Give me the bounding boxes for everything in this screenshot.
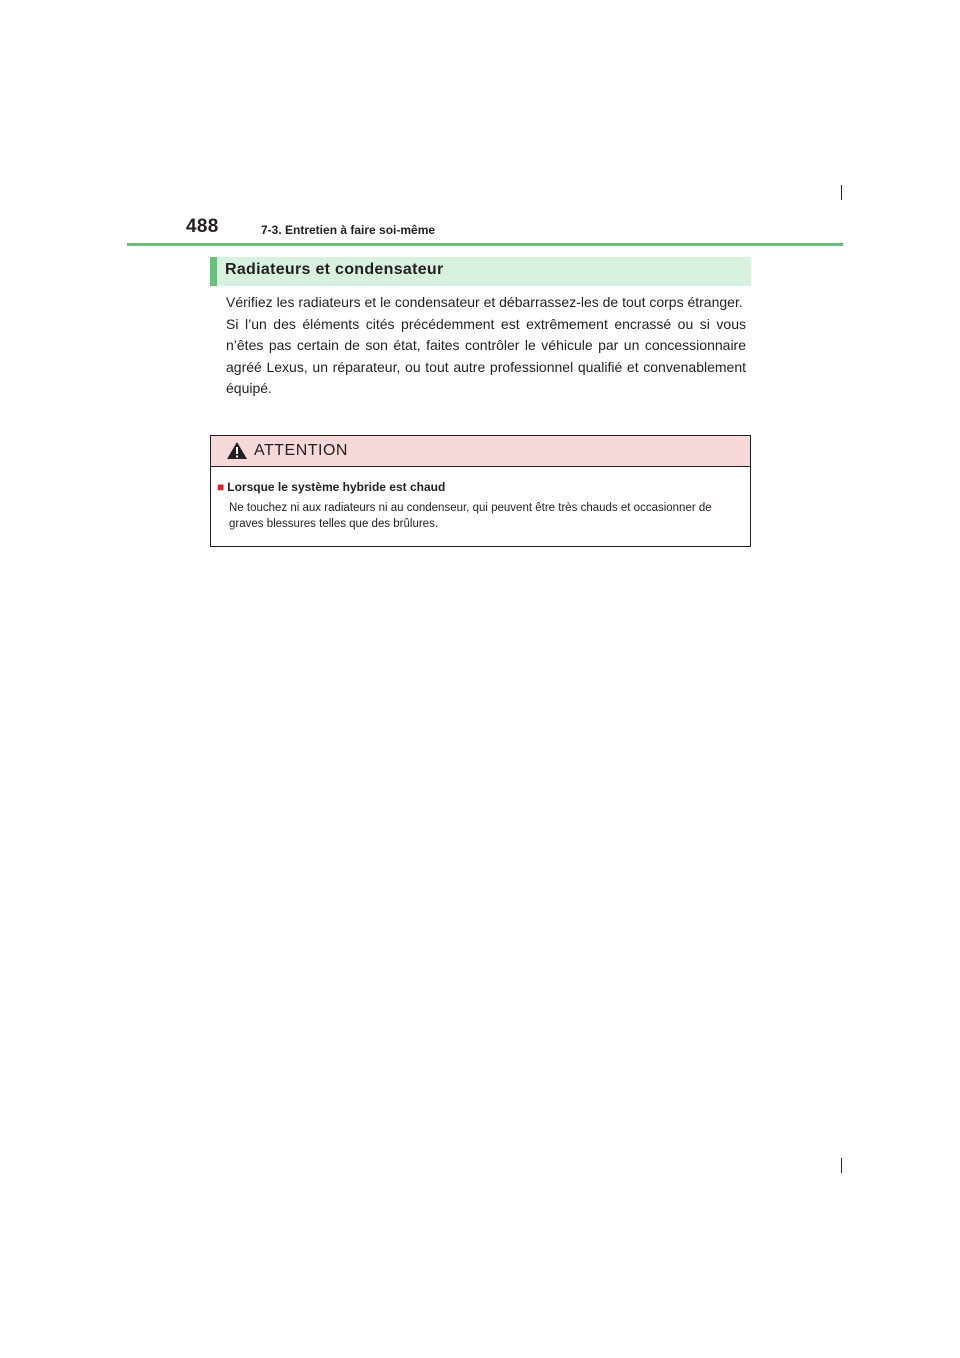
warning-heading-marker: ■ — [217, 480, 225, 494]
section-title-bar — [210, 257, 751, 286]
warning-triangle-icon — [226, 441, 248, 465]
crop-mark-bottom-right — [841, 1158, 842, 1173]
warning-text: Ne touchez ni aux radiateurs ni au condenseur, qui peuvent être très chauds et occasionner de graves blessures telles que des brûlures. — [229, 502, 712, 530]
section-reference: 7-3. Entretien à faire soi-même — [261, 223, 436, 237]
header-divider — [127, 243, 843, 246]
warning-heading-text: Lorsque le système hybride est chaud — [227, 480, 446, 494]
section-body — [226, 292, 746, 400]
warning-header — [211, 436, 750, 467]
warning-heading — [217, 480, 445, 494]
page-number: 488 — [186, 216, 219, 237]
body-paragraph: Si l’un des éléments cités précédemment est extrêmement encrassé ou si vous n’êtes pas certain de son état, faites contrôler le véhicule par un concessionnaire agréé Lexus, un réparateur, ou tout autre professionnel qualifié et convenablement équipé. — [226, 315, 746, 397]
crop-mark-top-right — [841, 185, 842, 200]
warning-label: ATTENTION — [254, 442, 348, 459]
body-paragraph: Vérifiez les radiateurs et le condensateur et débarrassez-les de tout corps étranger. — [226, 294, 743, 310]
warning-box — [210, 435, 751, 547]
section-title: Radiateurs et condensateur — [225, 261, 444, 278]
